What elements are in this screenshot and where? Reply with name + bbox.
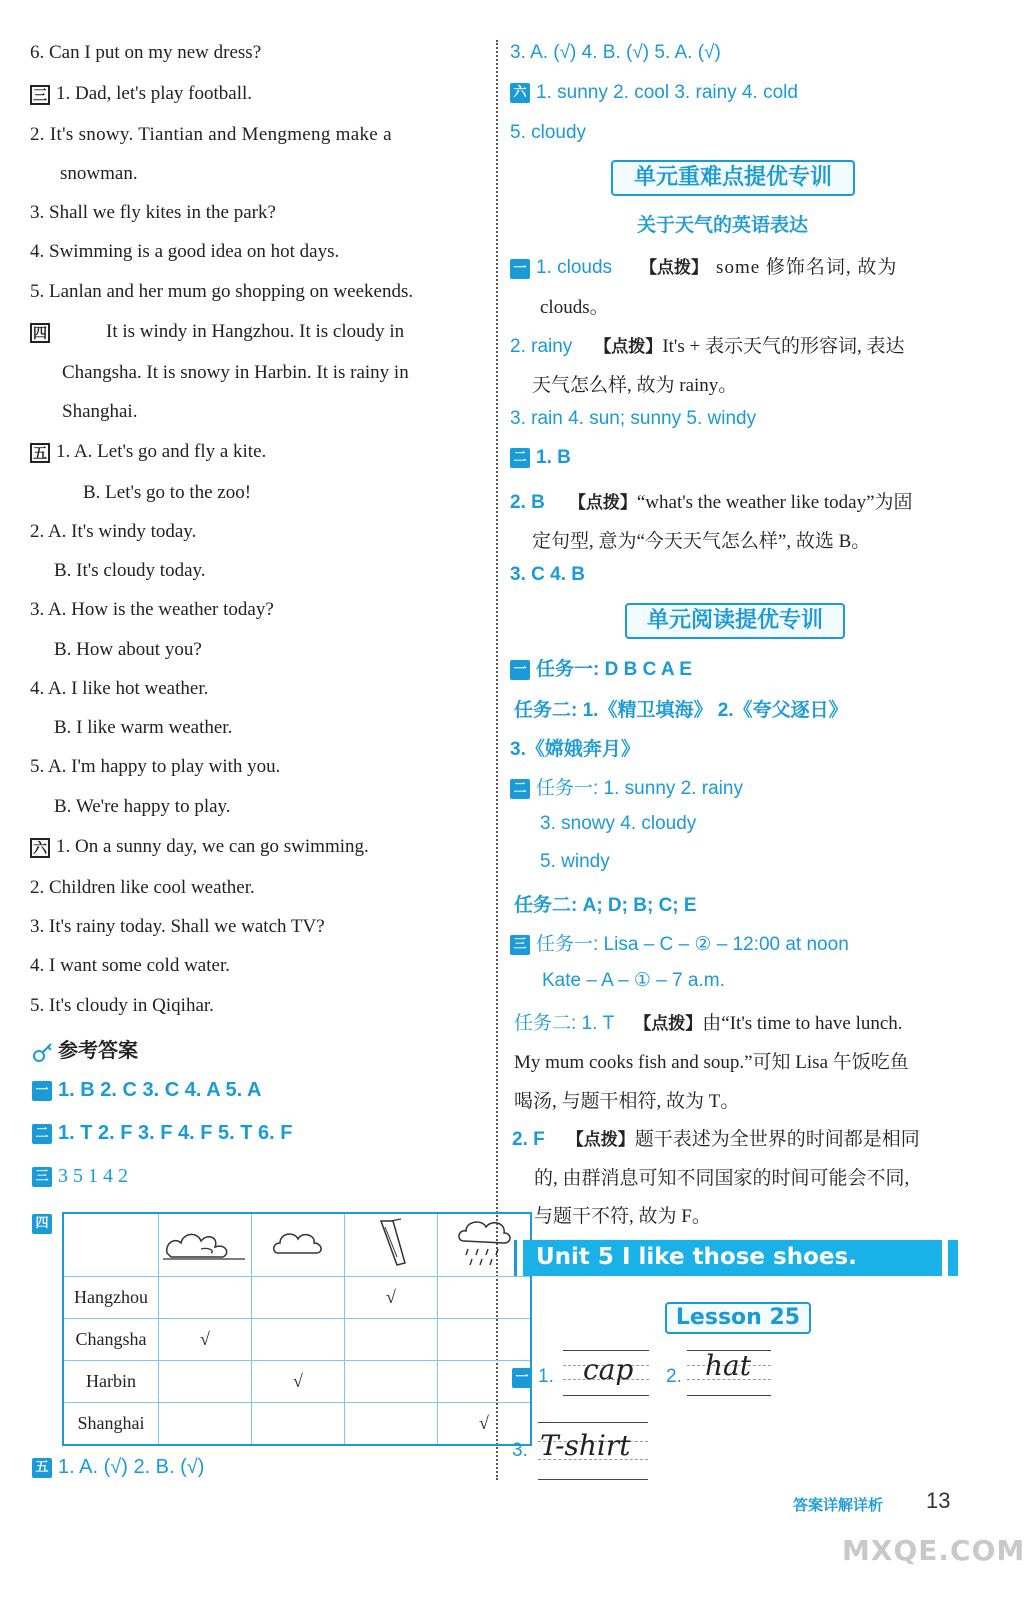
unit-title: Unit 5 I like those shoes. — [536, 1244, 857, 1270]
handwritten-word: cap — [583, 1353, 634, 1386]
left-line: 1. A. Let's go and fly a kite. — [56, 441, 267, 462]
handwritten-word: hat — [705, 1349, 751, 1382]
section-box: 六 — [510, 83, 530, 103]
right-line: My mum cooks fish and soup.”可知 Lisa 午饭吃鱼 — [514, 1052, 909, 1073]
right-text: 题干表述为全世界的时间都是相同 — [634, 1129, 920, 1150]
hint-tag: 【点拨】 — [566, 1130, 635, 1150]
writing-lines — [687, 1350, 771, 1396]
handwriting-row — [512, 1366, 554, 1388]
right-line: 5. cloudy — [510, 122, 587, 143]
left-line: 3. It's rainy today. Shall we watch TV? — [30, 916, 325, 937]
left-line: snowman. — [60, 163, 138, 184]
hint-tag: 【点拨】 — [568, 493, 637, 513]
right-line: 3. A. (√) 4. B. (√) 5. A. (√) — [510, 42, 721, 63]
section-box: 一 — [510, 259, 530, 279]
hint-tag: 【点拨】 — [634, 1014, 703, 1034]
cloudy-icon — [252, 1213, 345, 1277]
footer-label: 答案详解详析 — [793, 1496, 884, 1514]
left-line: 2. Children like cool weather. — [30, 877, 255, 898]
right-row — [510, 654, 692, 681]
section-box: 四 — [32, 1214, 52, 1234]
hint-tag: 【点拨】 — [640, 258, 709, 278]
city-label: Harbin — [63, 1361, 159, 1403]
right-line: 5. windy — [540, 851, 610, 872]
right-text: 2. F — [512, 1129, 545, 1150]
section-banner: 单元阅读提优专训 — [625, 603, 845, 639]
right-line: 的, 由群消息可知不同国家的时间可能会不同, — [534, 1168, 910, 1189]
answer-row — [32, 1122, 293, 1145]
left-line: Changsha. It is snowy in Harbin. It is rainy in — [62, 362, 409, 383]
table-cell — [159, 1361, 252, 1403]
right-row — [510, 331, 904, 358]
table-cell — [252, 1319, 345, 1361]
left-line: 3. A. How is the weather today? — [30, 599, 274, 620]
answer-text: 1. T 2. F 3. F 4. F 5. T 6. F — [58, 1122, 293, 1144]
left-line: 3. Shall we fly kites in the park? — [30, 202, 276, 223]
table-row — [63, 1277, 531, 1319]
left-line: 2. It's snowy. Tiantian and Mengmeng make a — [30, 124, 392, 145]
table-cell — [159, 1277, 252, 1319]
left-line: Shanghai. — [62, 401, 138, 422]
section-box: 一 — [510, 660, 530, 680]
right-row — [510, 447, 571, 469]
left-line: 5. A. I'm happy to play with you. — [30, 756, 281, 777]
left-line: 4. Swimming is a good idea on hot days. — [30, 241, 340, 262]
check-mark: √ — [438, 1403, 532, 1446]
right-line: 3. C 4. B — [510, 564, 585, 585]
item-number: 3. — [512, 1440, 528, 1461]
right-text: 任务一: Lisa – C – ② – 12:00 at noon — [536, 934, 849, 955]
answer-row — [32, 1456, 204, 1479]
section-box: 一 — [32, 1081, 52, 1101]
table-header-row — [63, 1213, 531, 1277]
section-box: 二 — [510, 779, 530, 799]
answer-row — [32, 1165, 128, 1188]
left-line: B. Let's go to the zoo! — [83, 482, 252, 503]
watermark: MXQE.COM — [842, 1534, 1026, 1567]
answer-text: 3 5 1 4 2 — [58, 1165, 128, 1187]
right-row — [510, 929, 849, 956]
table-row — [63, 1319, 531, 1361]
answer-row — [32, 1079, 261, 1102]
hint-tag: 【点拨】 — [594, 337, 663, 357]
left-line: B. How about you? — [54, 639, 202, 660]
table-row — [63, 1361, 531, 1403]
table-cell — [438, 1277, 532, 1319]
right-text: 2. rainy — [510, 336, 573, 357]
answer-key-title — [32, 1034, 138, 1063]
table-cell — [438, 1319, 532, 1361]
left-line: B. I like warm weather. — [54, 717, 233, 738]
left-line: 4. A. I like hot weather. — [30, 678, 209, 699]
right-line: 喝汤, 与题干相符, 故为 T。 — [514, 1091, 740, 1112]
left-line: 4. I want some cold water. — [30, 955, 230, 976]
windy-icon — [159, 1213, 252, 1277]
right-row — [514, 1008, 903, 1035]
item-number: 2. — [666, 1366, 682, 1387]
right-line: 任务二: A; D; B; C; E — [514, 895, 697, 916]
section-box: 六 — [30, 838, 50, 858]
left-line: B. It's cloudy today. — [54, 560, 206, 581]
left-section-6 — [30, 836, 369, 858]
item-number: 1. — [538, 1366, 554, 1387]
section-box: 二 — [32, 1124, 52, 1144]
right-text: “what's the weather like today”为固 — [636, 492, 913, 513]
right-line: 天气怎么样, 故为 rainy。 — [532, 375, 738, 396]
right-row — [510, 773, 743, 800]
answer-row — [32, 1212, 58, 1234]
left-line: 2. A. It's windy today. — [30, 521, 197, 542]
weather-table — [62, 1212, 532, 1446]
bar-stripe — [942, 1240, 948, 1276]
table-cell — [252, 1403, 345, 1446]
city-label: Changsha — [63, 1319, 159, 1361]
left-line: 6. Can I put on my new dress? — [30, 42, 262, 63]
right-text: 1. clouds — [536, 257, 613, 278]
right-line: 3. snowy 4. cloudy — [540, 813, 697, 834]
writing-lines — [563, 1350, 649, 1396]
table-cell — [345, 1361, 438, 1403]
right-text: 任务一: 1. sunny 2. rainy — [536, 778, 743, 799]
right-line: 与题干不符, 故为 F。 — [534, 1206, 711, 1227]
right-row — [510, 82, 798, 104]
section-banner: 单元重难点提优专训 — [611, 160, 855, 196]
bar-stripe — [514, 1240, 523, 1276]
right-row — [510, 487, 913, 514]
left-section-3 — [30, 83, 252, 105]
table-cell — [63, 1213, 159, 1277]
left-line: 5. Lanlan and her mum go shopping on weekends. — [30, 281, 414, 302]
page-number: 13 — [926, 1488, 951, 1513]
city-label: Hangzhou — [63, 1277, 159, 1319]
right-line: clouds。 — [540, 297, 609, 318]
table-cell — [345, 1319, 438, 1361]
answer-text: 1. B 2. C 3. C 4. A 5. A — [58, 1079, 262, 1101]
right-text: 由“It's time to have lunch. — [702, 1013, 903, 1034]
right-row — [512, 1124, 920, 1151]
left-line: B. We're happy to play. — [54, 796, 231, 817]
table-cell — [252, 1277, 345, 1319]
city-label: Shanghai — [63, 1403, 159, 1446]
lesson-banner: Lesson 25 — [665, 1302, 811, 1334]
left-line: 1. On a sunny day, we can go swimming. — [56, 836, 369, 857]
key-icon — [32, 1041, 54, 1063]
right-text: some 修饰名词, 故为 — [716, 257, 898, 278]
section-box: 四 — [30, 323, 50, 343]
answer-title-text: 参考答案 — [58, 1038, 138, 1062]
check-mark: √ — [252, 1361, 345, 1403]
right-line: 3.《嫦娥奔月》 — [510, 739, 640, 760]
snowy-icon — [345, 1213, 438, 1277]
table-cell — [345, 1403, 438, 1446]
section-subtitle: 关于天气的英语表达 — [637, 214, 809, 236]
section-box: 五 — [32, 1458, 52, 1478]
right-text: It's + 表示天气的形容词, 表达 — [662, 336, 905, 357]
right-text: 任务一: D B C A E — [536, 659, 692, 680]
right-line: Kate – A – ① – 7 a.m. — [542, 970, 725, 991]
table-row — [63, 1403, 531, 1446]
left-section-4 — [30, 321, 404, 343]
section-box: 一 — [512, 1368, 532, 1388]
right-text: 2. B — [510, 492, 545, 513]
check-mark: √ — [345, 1277, 438, 1319]
section-box: 五 — [30, 443, 50, 463]
section-box: 二 — [510, 448, 530, 468]
left-line: 5. It's cloudy in Qiqihar. — [30, 995, 214, 1016]
right-line: 定句型, 意为“今天天气怎么样”, 故选 B。 — [532, 531, 871, 552]
section-box: 三 — [510, 935, 530, 955]
left-line: 1. Dad, let's play football. — [56, 83, 253, 104]
answer-text: 1. A. (√) 2. B. (√) — [58, 1456, 205, 1478]
right-row — [510, 252, 897, 279]
right-line: 任务二: 1.《精卫填海》 2.《夸父逐日》 — [514, 700, 848, 721]
writing-lines — [538, 1422, 648, 1480]
unit-banner — [514, 1240, 958, 1276]
handwritten-word: T-shirt — [540, 1429, 631, 1462]
right-text: 1. B — [536, 447, 571, 468]
left-line: It is windy in Hangzhou. It is cloudy in — [106, 321, 405, 342]
left-section-5 — [30, 441, 266, 463]
section-box: 三 — [32, 1167, 52, 1187]
right-line: 3. rain 4. sun; sunny 5. windy — [510, 408, 757, 429]
section-box: 三 — [30, 85, 50, 105]
check-mark: √ — [159, 1319, 252, 1361]
right-text: 1. sunny 2. cool 3. rainy 4. cold — [536, 82, 798, 103]
table-cell — [159, 1403, 252, 1446]
right-text: 任务二: 1. T — [514, 1013, 615, 1034]
